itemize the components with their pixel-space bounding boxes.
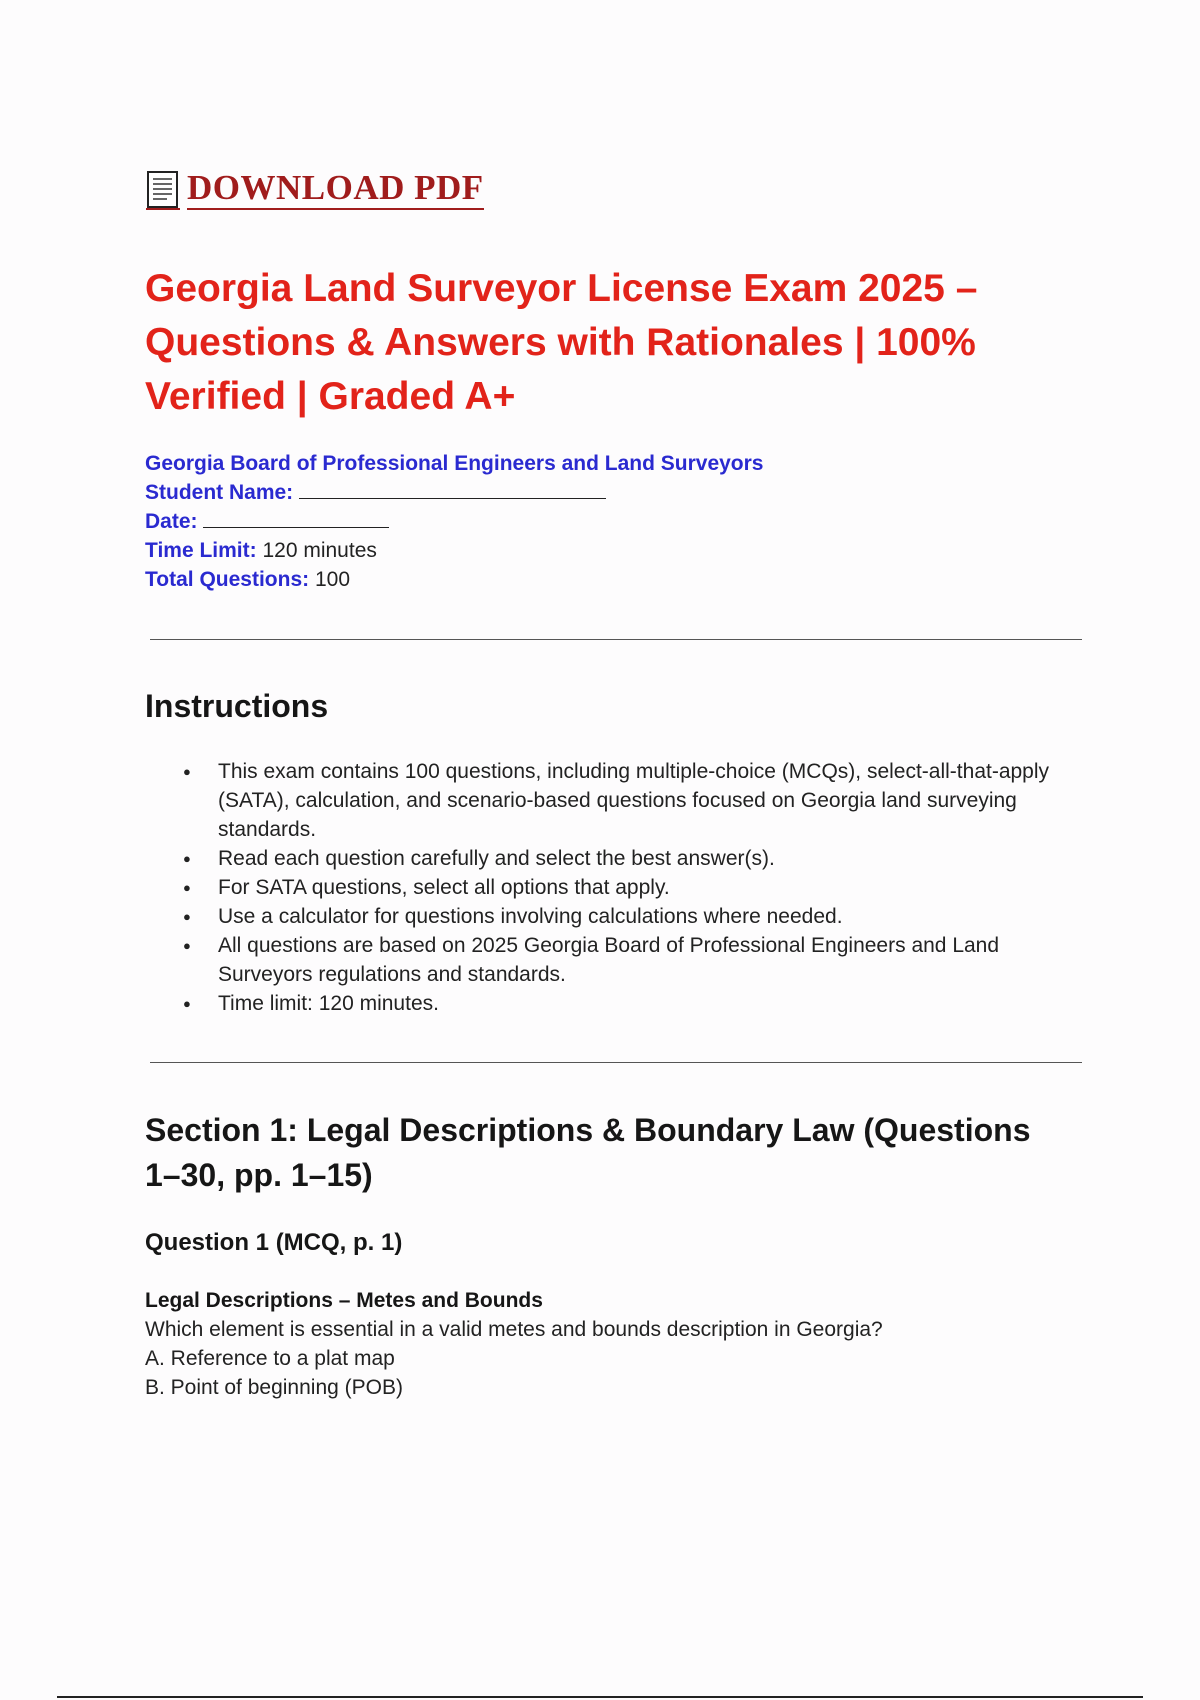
question-title: Question 1 (MCQ, p. 1) — [145, 1229, 403, 1256]
date-line — [145, 507, 764, 536]
list-item: ● For SATA questions, select all options that apply. — [180, 873, 1060, 902]
answer-option: B. Point of beginning (POB) — [145, 1376, 403, 1399]
divider — [150, 1062, 1082, 1063]
total-questions-value: 100 — [314, 568, 351, 591]
question-body — [145, 1286, 883, 1402]
question-prompt: Which element is essential in a valid metes and bounds description in Georgia? — [145, 1318, 883, 1341]
list-item: ● Use a calculator for questions involving calculations where needed. — [180, 902, 1060, 931]
list-item: ● Time limit: 120 minutes. — [180, 989, 1060, 1018]
student-name-line — [145, 478, 764, 507]
download-pdf-label[interactable]: DOWNLOAD PDF — [187, 168, 484, 210]
page-title: Georgia Land Surveyor License Exam 2025 – Questions & Answers with Rationales | 100% Verified | Graded A+ — [145, 267, 978, 418]
total-questions-line — [145, 565, 764, 594]
total-questions-label: Total Questions: — [145, 568, 310, 591]
board-name: Georgia Board of Professional Engineers and Land Surveyors — [145, 452, 764, 475]
document-icon — [145, 170, 181, 210]
page-bottom-rule — [57, 1696, 1143, 1698]
answer-option: A. Reference to a plat map — [145, 1347, 395, 1370]
student-name-label: Student Name: — [145, 481, 294, 504]
time-limit-value: 120 minutes — [262, 539, 377, 562]
download-pdf-link[interactable] — [145, 168, 484, 210]
exam-meta — [145, 449, 764, 594]
time-limit-line — [145, 536, 764, 565]
list-item: ● This exam contains 100 questions, including multiple-choice (MCQs), select-all-that-apply (SATA), calculation, and scenario-based questions focused on Georgia land surveying standards. — [180, 757, 1060, 844]
student-name-blank — [299, 478, 606, 499]
section-title: Section 1: Legal Descriptions & Boundary Law (Questions 1–30, pp. 1–15) — [145, 1112, 1031, 1193]
date-blank — [203, 507, 389, 528]
time-limit-label: Time Limit: — [145, 539, 257, 562]
instructions-heading: Instructions — [145, 688, 329, 724]
instructions-list — [180, 757, 1060, 1018]
date-label: Date: — [145, 510, 198, 533]
divider — [150, 639, 1082, 640]
list-item: ● Read each question carefully and select the best answer(s). — [180, 844, 1060, 873]
question-topic: Legal Descriptions – Metes and Bounds — [145, 1289, 543, 1312]
board-line — [145, 449, 764, 478]
list-item: ● All questions are based on 2025 Georgia Board of Professional Engineers and Land Surveyors regulations and standards. — [180, 931, 1060, 989]
